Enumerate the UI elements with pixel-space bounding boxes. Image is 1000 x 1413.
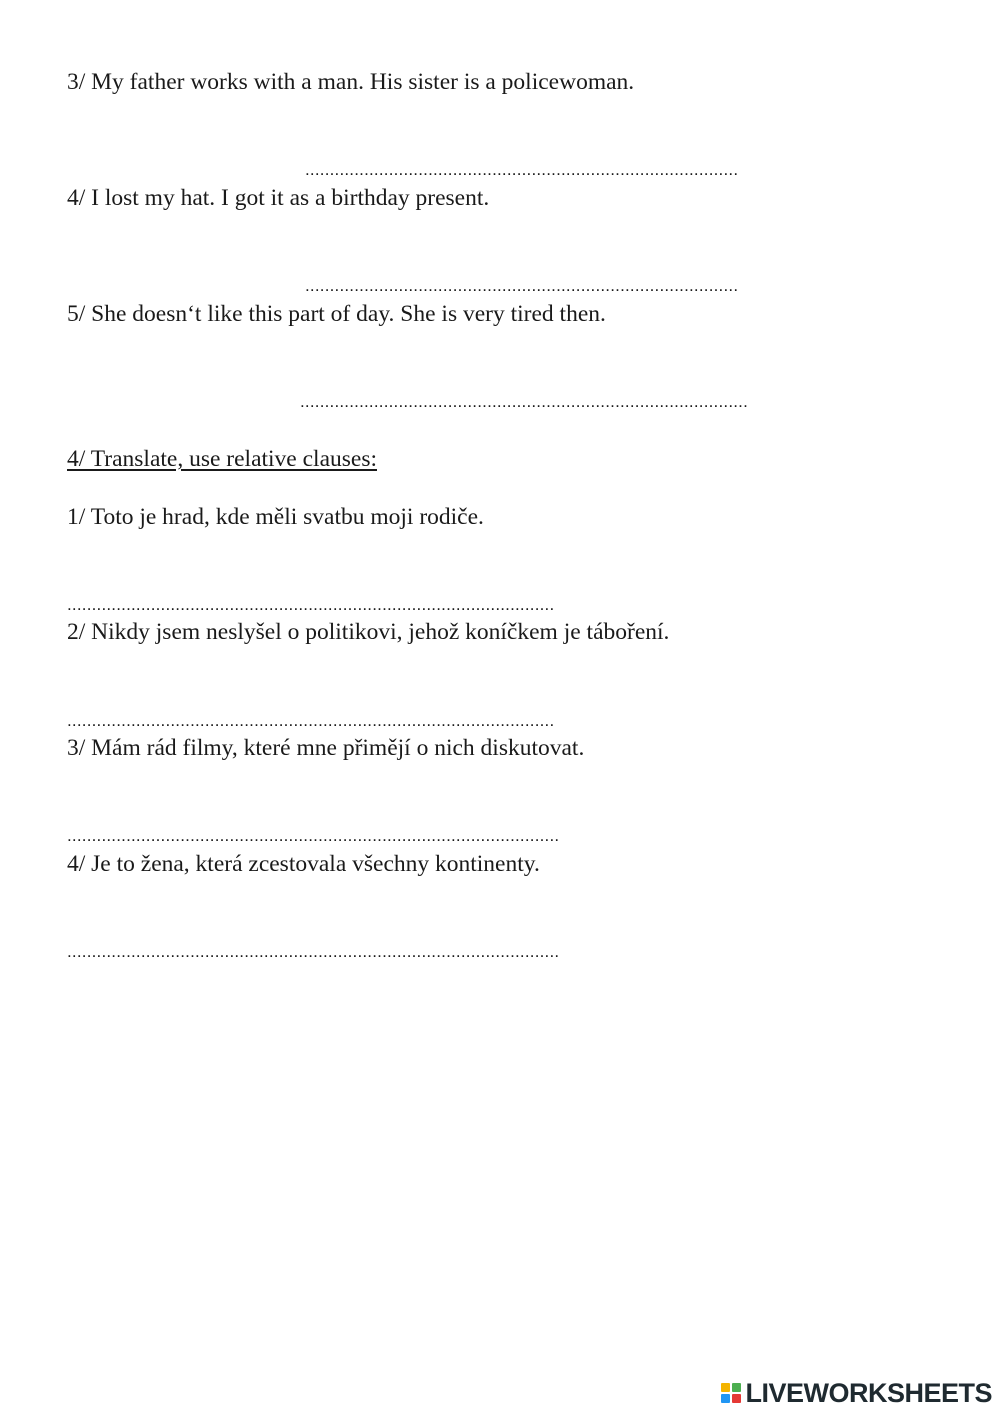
exercise3-item-5-text: 5/ She doesn‘t like this part of day. She is very tired then. bbox=[67, 301, 606, 327]
exercise3-item-3-answer-line: ........................................................................................ bbox=[305, 160, 739, 179]
logo-square-red bbox=[732, 1394, 741, 1403]
logo-square-green bbox=[732, 1383, 741, 1392]
exercise4-item-3-text: 3/ Mám rád filmy, které mne přimějí o nich diskutovat. bbox=[67, 735, 585, 761]
exercise4-item-4-text: 4/ Je to žena, která zcestovala všechny kontinenty. bbox=[67, 851, 540, 877]
logo-square-blue bbox=[721, 1394, 730, 1403]
exercise4-item-1-answer-input[interactable] bbox=[67, 585, 688, 613]
exercise4-heading: 4/ Translate, use relative clauses: bbox=[67, 446, 377, 472]
exercise4-item-1-text: 1/ Toto je hrad, kde měli svatbu moji rodiče. bbox=[67, 504, 484, 530]
exercise3-item-3-answer-input[interactable] bbox=[305, 150, 864, 178]
exercise4-item-3-answer-input[interactable] bbox=[67, 816, 694, 844]
exercise3-item-5-answer-input[interactable] bbox=[300, 382, 870, 410]
exercise3-item-4-answer-line: ........................................................................................ bbox=[305, 276, 739, 295]
liveworksheets-logo-text: LIVEWORKSHEETS bbox=[745, 1377, 992, 1408]
exercise4-item-2-answer-input[interactable] bbox=[67, 701, 688, 729]
liveworksheets-logo bbox=[721, 1379, 992, 1407]
exercise4-item-3-answer-line: .................................................................................................... bbox=[67, 826, 560, 845]
exercise3-item-4-answer-input[interactable] bbox=[305, 266, 864, 294]
exercise3-item-5-answer-line: ........................................................................................... bbox=[300, 392, 749, 411]
exercise4-item-4-answer-input[interactable] bbox=[67, 932, 694, 960]
exercise4-item-1-answer-line: ................................................................................................... bbox=[67, 595, 555, 614]
exercise3-item-4-text: 4/ I lost my hat. I got it as a birthday present. bbox=[67, 185, 490, 211]
logo-square-yellow bbox=[721, 1383, 730, 1392]
exercise4-item-2-text: 2/ Nikdy jsem neslyšel o politikovi, jehož koníčkem je táboření. bbox=[67, 619, 670, 645]
exercise3-item-3-text: 3/ My father works with a man. His sister is a policewoman. bbox=[67, 69, 635, 95]
liveworksheets-grid-icon bbox=[721, 1383, 741, 1403]
exercise4-item-4-answer-line: .................................................................................................... bbox=[67, 942, 560, 961]
exercise4-item-2-answer-line: ................................................................................................... bbox=[67, 711, 555, 730]
